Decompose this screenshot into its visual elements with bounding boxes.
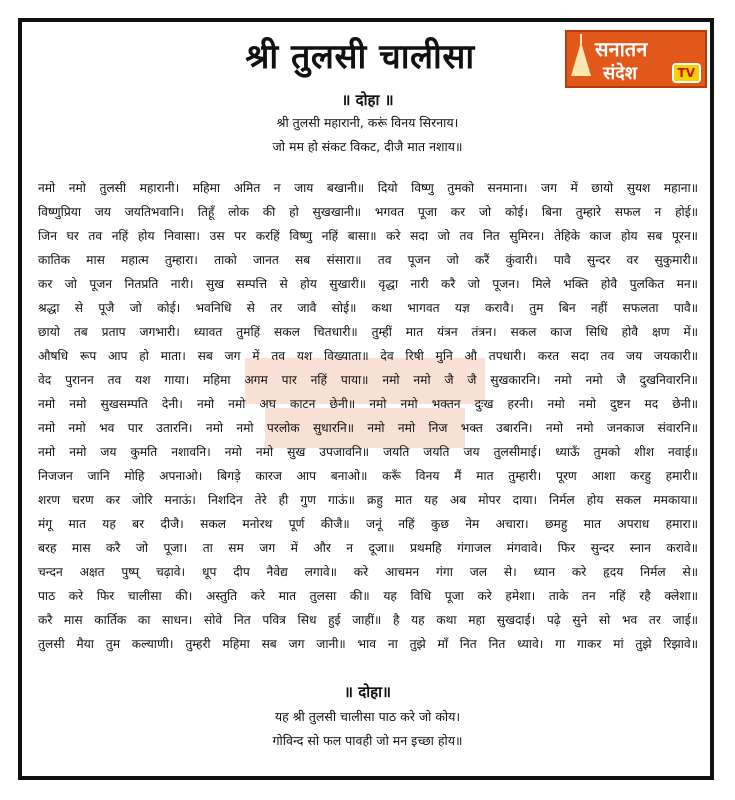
chaupai-line: विष्णुप्रिया जय जयतिभवानि। तिहूँ लोक की हो सुखखानी॥ भगवत पूजा कर जो कोई। बिना तुम्हारे सफल न होई॥ xyxy=(38,205,698,219)
chaupai-line: कातिक मास महात्म तुम्हारा। ताको जानत सब संसारा॥ तव पूजन जो करैं कुंवारी। पावै सुन्दर वर सुकुमारी॥ xyxy=(38,253,698,267)
doha-line: गोविन्द सो फल पावही जो मन इच्छा होय॥ xyxy=(272,733,463,748)
doha-line: जो मम हो संकट विकट, दीजै मात नशाय॥ xyxy=(272,139,463,154)
chaupai-line: शरण चरण कर जोरि मनाऊं। निशदिन तेरे ही गुण गाऊं॥ क्रहु मात यह अब मोपर दाया। निर्मल होय सकल ममकाया॥ xyxy=(38,493,698,507)
logo-tv-badge: TV xyxy=(672,63,701,83)
chaupai-line: छायो तब प्रताप जगभारी। ध्यावत तुमहिं सकल चितधारी॥ तुम्हीं मात यंत्रन तंत्रन। सकल काज सिधि होवै क्षण में॥ xyxy=(38,325,698,339)
doha-line: यह श्री तुलसी चालीसा पाठ करे जो कोय। xyxy=(274,709,461,724)
chaupai-line: औषधि रूप आप हो माता। सब जग में तव यश विख्याता॥ देव रिषी मुनि औ तपधारी। करत सदा तव जय जयकारी॥ xyxy=(38,349,698,363)
chaupai-line: जिन घर तव नहिं होय निवासा। उस पर करहिं विष्णु नहिं बासा॥ करे सदा जो तव नित सुमिरन। तेहिके काज होय सब पूरन॥ xyxy=(38,229,698,243)
chaupai-line: चन्दन अक्षत पुष्प् चढ़ावे। धूप दीप नैवेद्य लगावे॥ करे आचमन गंगा जल से। ध्यान करे हृदय निर्मल से॥ xyxy=(38,565,698,579)
doha-heading: ॥ दोहा ॥ xyxy=(341,91,394,109)
doha-heading-closing: ॥ दोहा॥ xyxy=(344,683,391,701)
chaupai-line: मंगू मात यह बर दीजै। सकल मनोरथ पूर्ण कीजै॥ जनूं नहिं कुछ नेम अचारा। छमहु मात अपराध हमारा॥ xyxy=(38,517,698,531)
chaupai-line: नमो नमो जय कुमति नशावनि। नमो नमो सुख उपजावनि॥ जयति जयति जय तुलसीमाई। ध्याऊँ तुमको शीश नवाई॥ xyxy=(38,445,698,459)
chaupai-line: पाठ करे फिर चालीसा की। अस्तुति करे मात तुलसा की॥ यह विधि पूजा करे हमेशा। ताके तन नहिं रहै क्लेशा॥ xyxy=(38,589,698,603)
chaupai-line: बरह मास करै जो पूजा। ता सम जग में और न दूजा॥ प्रथमहि गंगाजल मंगवावे। फिर सुन्दर स्नान करावे॥ xyxy=(38,541,698,555)
chaupai-line: श्रद्धा से पूजै जो कोई। भवनिधि से तर जावै सोई॥ कथा भागवत यज्ञ करावै। तुम बिन नहीं सफलता पावै॥ xyxy=(38,301,698,315)
chaupai-line: वेद पुरानन तव यश गाया। महिमा अगम पार नहिं पाया॥ नमो नमो जै जै सुखकारनि। नमो नमो जै दुखनिवारनि॥ xyxy=(38,373,698,387)
chaupai-line: नमो नमो सुखसम्पति देनी। नमो नमो अघ काटन छेनी॥ नमो नमो भक्तन दुःख हरनी। नमो नमो दुष्टन मद छेनी॥ xyxy=(38,397,698,411)
chaupai-line: कर जो पूजन नितप्रति नारी। सुख सम्पत्ति से होय सुखारी॥ वृद्धा नारी करै जो पूजन। मिले भक्ति होवै पुलकित मन॥ xyxy=(38,277,698,291)
chaupai-line: करै मास कार्तिक का साधन। सोवे नित पवित्र सिध हुई जाहीं॥ है यह कथा महा सुखदाई। पढ़े सुने सो भव तर जाई॥ xyxy=(38,613,698,627)
doha-line: श्री तुलसी महारानी, करूं विनय सिरनाय। xyxy=(276,115,459,130)
chaupai-line: तुलसी मैया तुम कल्याणी। तुम्हरी महिमा सब जग जानी॥ भाव ना तुझे माँ नित नित ध्यावे। गा गाकर मां तुझे रिझावे॥ xyxy=(38,637,698,651)
chaupai-line: निजजन जानि मोहि अपनाओ। बिगड़े कारज आप बनाओ॥ करूँ विनय मैं मात तुम्हारी। पूरण आशा करहु हमारी॥ xyxy=(38,469,698,483)
logo-text-top: सनातन xyxy=(595,37,648,61)
channel-logo xyxy=(565,30,707,88)
chaupai-line: नमो नमो भव पार उतारनि। नमो नमो परलोक सुधारनि॥ नमो नमो निज भक्त उबारनि। नमो नमो जनकाज संवारनि॥ xyxy=(38,421,698,435)
temple-icon xyxy=(571,42,591,76)
logo-text-bottom: संदेश xyxy=(603,63,637,84)
chaupai-line: नमो नमो तुलसी महारानी। महिमा अमित न जाय बखानी॥ दियो विष्णु तुमको सनमाना। जग में छायो सुयश महाना॥ xyxy=(38,181,698,195)
page-title: श्री तुलसी चालीसा xyxy=(245,37,475,77)
